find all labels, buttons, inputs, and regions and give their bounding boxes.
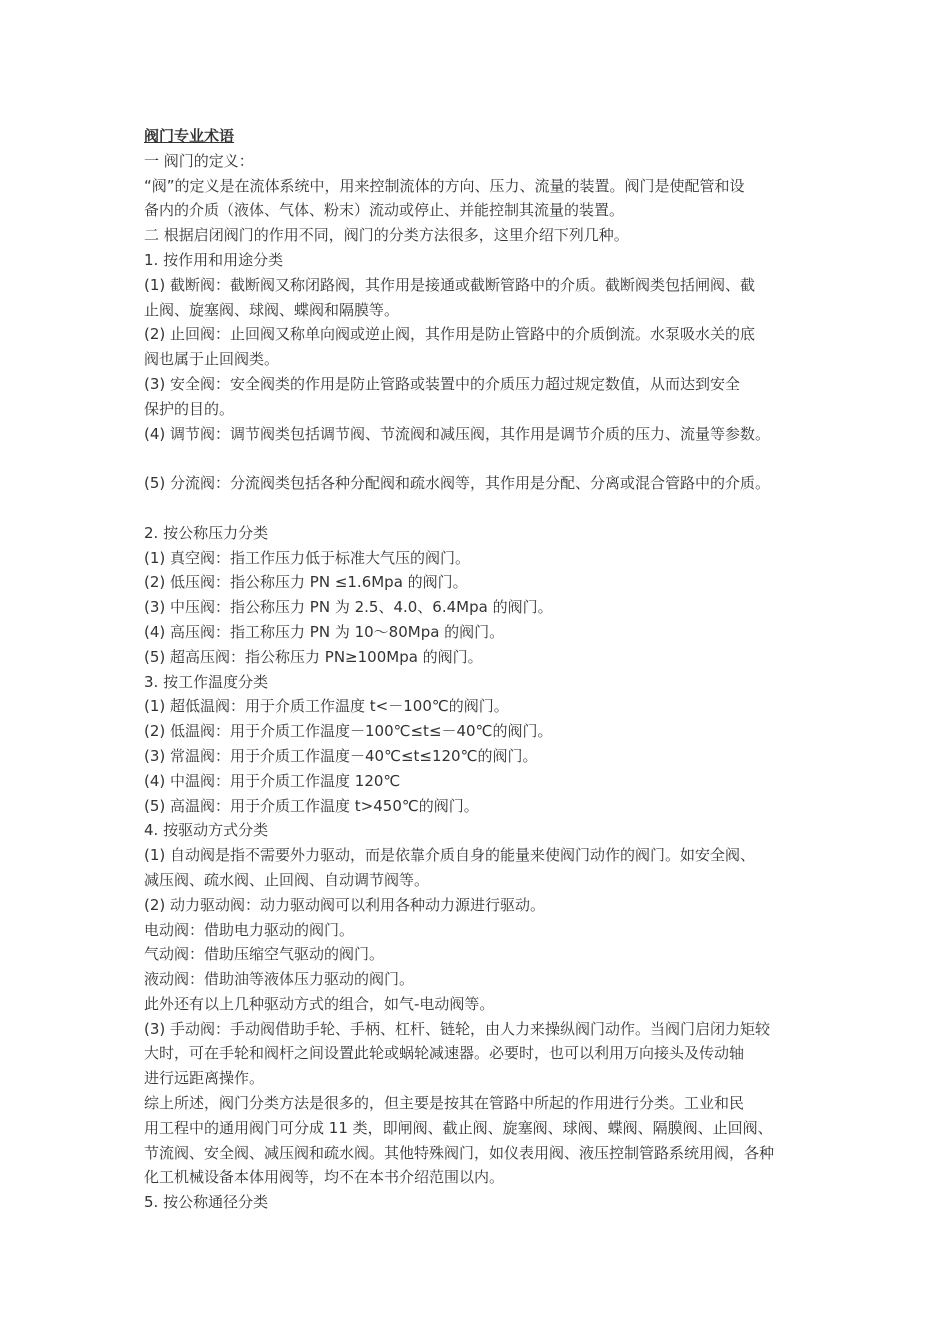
paragraph-line: (5) 高温阀：用于介质工作温度 t>450℃的阀门。 xyxy=(144,796,479,815)
paragraph-line: (1) 真空阀：指工作压力低于标准大气压的阀门。 xyxy=(144,548,471,567)
paragraph-line: 大时，可在手轮和阀杆之间设置此轮或蜗轮减速器。必要时，也可以利用万向接头及传动轴 xyxy=(144,1044,745,1063)
paragraph-line: (1) 自动阀是指不需要外力驱动，而是依靠介质自身的能量来使阀门动作的阀门。如安全阀、 xyxy=(144,846,756,865)
document-body xyxy=(144,149,824,1215)
paragraph-line: 电动阀：借助电力驱动的阀门。 xyxy=(144,920,355,939)
paragraph-line: 节流阀、安全阀、减压阀和疏水阀。其他特殊阀门，如仪表用阀、液压控制管路系统用阀，各种 xyxy=(144,1143,775,1162)
paragraph-line: (5) 分流阀：分流阀类包括各种分配阀和疏水阀等，其作用是分配、分离或混合管路中的介质。 xyxy=(144,474,771,493)
paragraph-line: (3) 中压阀：指公称压力 PN 为 2.5、4.0、6.4Mpa 的阀门。 xyxy=(144,598,553,617)
paragraph-line: 二 根据启闭阀门的作用不同，阀门的分类方法很多，这里介绍下列几种。 xyxy=(144,226,629,245)
paragraph-line: (1) 截断阀：截断阀又称闭路阀，其作用是接通或截断管路中的介质。截断阀类包括闸阀、截 xyxy=(144,275,756,294)
paragraph-line: 3. 按工作温度分类 xyxy=(144,672,269,691)
paragraph-line: 化工机械设备本体用阀等，均不在本书介绍范围以内。 xyxy=(144,1168,505,1187)
document-page xyxy=(144,124,824,1215)
paragraph-line: 5. 按公称通径分类 xyxy=(144,1193,269,1212)
document-title: 阀门专业术语 xyxy=(144,127,235,145)
paragraph-line: 止阀、旋塞阀、球阀、蝶阀和隔膜等。 xyxy=(144,300,400,319)
paragraph-line: 一 阀门的定义： xyxy=(144,151,254,170)
paragraph-line: (2) 低压阀：指公称压力 PN ≤1.6Mpa 的阀门。 xyxy=(144,573,468,592)
paragraph-line: (2) 止回阀：止回阀又称单向阀或逆止阀，其作用是防止管路中的介质倒流。水泵吸水关的底 xyxy=(144,325,756,344)
paragraph-line: (2) 低温阀：用于介质工作温度－100℃≤t≤－40℃的阀门。 xyxy=(144,722,553,741)
paragraph-line: 阀也属于止回阀类。 xyxy=(144,350,280,369)
paragraph-line: (3) 手动阀：手动阀借助手轮、手柄、杠杆、链轮，由人力来操纵阀门动作。当阀门启闭力矩较 xyxy=(144,1019,771,1038)
paragraph-line: (1) 超低温阀：用于介质工作温度 t<－100℃的阀门。 xyxy=(144,697,509,716)
paragraph-line: 1. 按作用和用途分类 xyxy=(144,250,284,269)
paragraph-line: (2) 动力驱动阀：动力驱动阀可以利用各种动力源进行驱动。 xyxy=(144,895,546,914)
paragraph-line: 此外还有以上几种驱动方式的组合，如气-电动阀等。 xyxy=(144,994,495,1013)
paragraph-line: 综上所述，阀门分类方法是很多的，但主要是按其在管路中所起的作用进行分类。工业和民 xyxy=(144,1094,745,1113)
paragraph-line: 进行远距离操作。 xyxy=(144,1069,265,1088)
paragraph-line: (4) 调节阀：调节阀类包括调节阀、节流阀和减压阀，其作用是调节介质的压力、流量等参数。 xyxy=(144,424,771,443)
paragraph-line: 保护的目的。 xyxy=(144,399,235,418)
paragraph-line: (5) 超高压阀：指公称压力 PN≥100Mpa 的阀门。 xyxy=(144,647,483,666)
paragraph-line: 气动阀：借助压缩空气驱动的阀门。 xyxy=(144,945,385,964)
paragraph-line: 减压阀、疏水阀、止回阀、自动调节阀等。 xyxy=(144,870,430,889)
paragraph-line: 液动阀：借助油等液体压力驱动的阀门。 xyxy=(144,970,415,989)
blank-line xyxy=(144,446,824,471)
paragraph-line: (4) 中温阀：用于介质工作温度 120℃ xyxy=(144,771,401,790)
paragraph-line: 2. 按公称压力分类 xyxy=(144,523,269,542)
paragraph-line: 用工程中的通用阀门可分成 11 类，即闸阀、截止阀、旋塞阀、球阀、蝶阀、隔膜阀、止回阀、 xyxy=(144,1118,773,1137)
paragraph-line: (3) 常温阀：用于介质工作温度－40℃≤t≤120℃的阀门。 xyxy=(144,746,538,765)
paragraph-line: (3) 安全阀：安全阀类的作用是防止管路或装置中的介质压力超过规定数值，从而达到安全 xyxy=(144,374,741,393)
paragraph-line: 备内的介质（液体、气体、粉末）流动或停止、并能控制其流量的装置。 xyxy=(144,201,625,220)
blank-line xyxy=(144,496,824,521)
paragraph-line: (4) 高压阀：指工称压力 PN 为 10～80Mpa 的阀门。 xyxy=(144,622,505,641)
paragraph-line: 4. 按驱动方式分类 xyxy=(144,821,269,840)
paragraph-line: “阀”的定义是在流体系统中，用来控制流体的方向、压力、流量的装置。阀门是使配管和设 xyxy=(144,176,745,195)
